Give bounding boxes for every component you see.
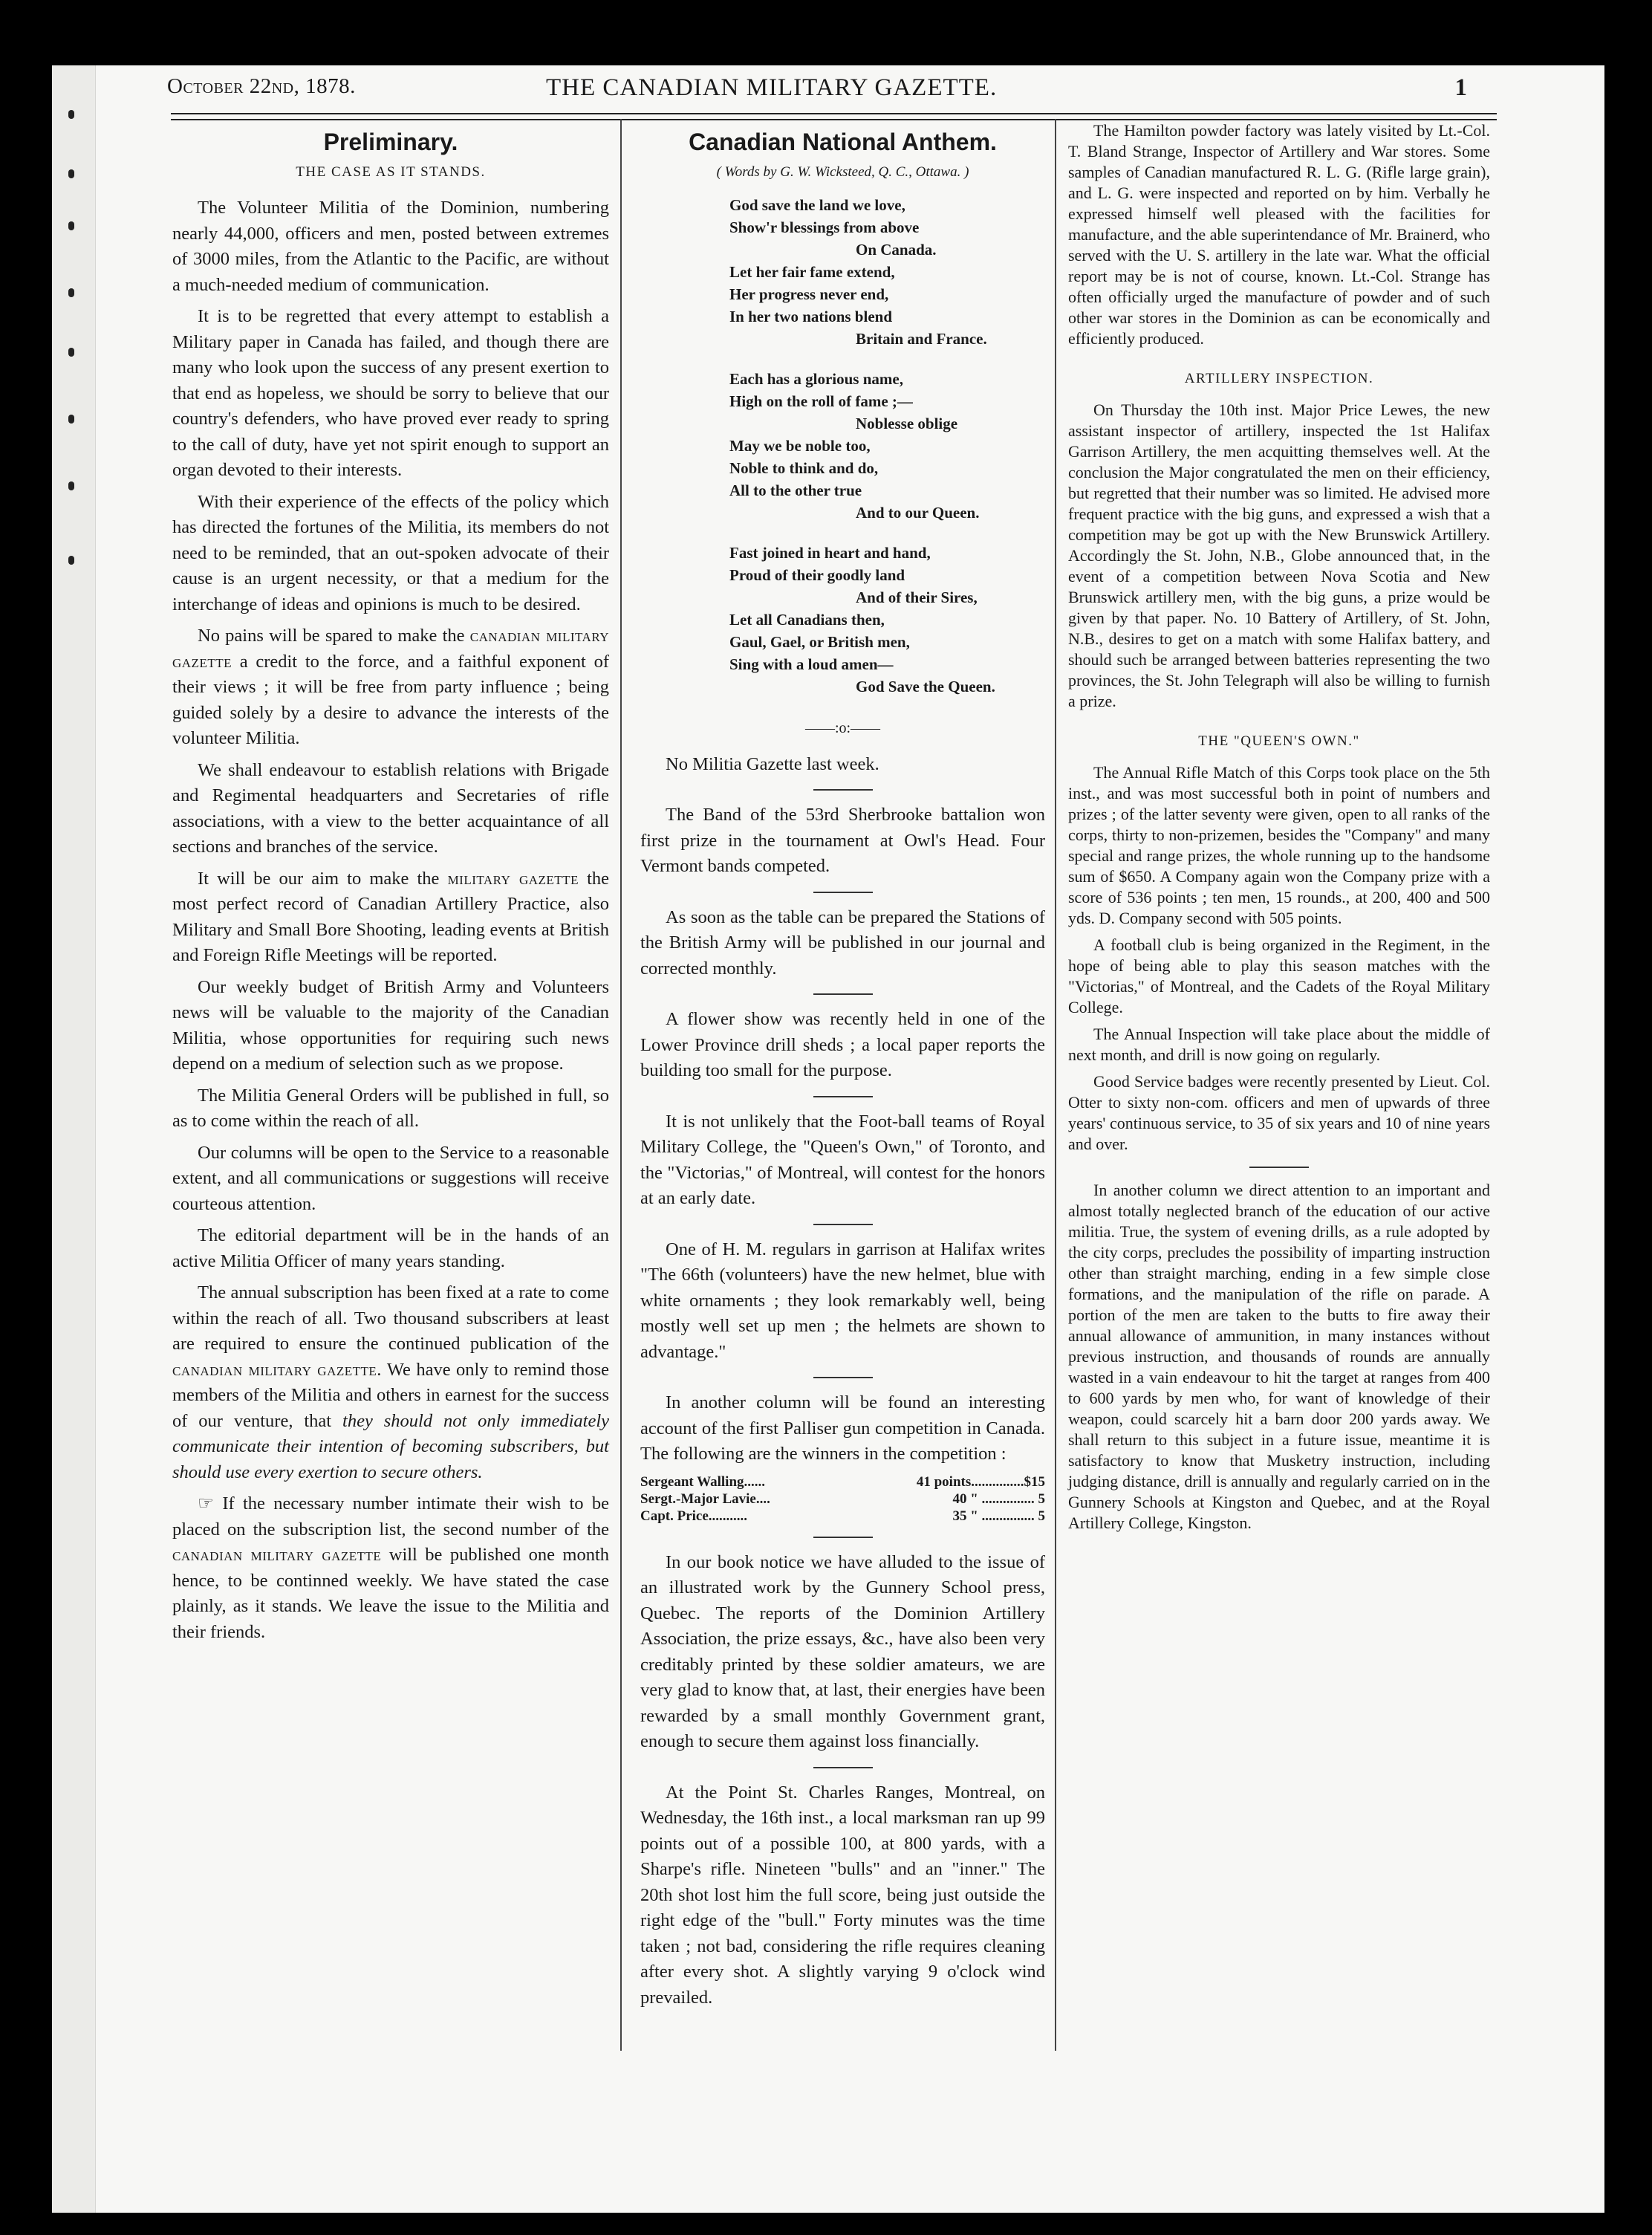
column-1 [172,120,609,1651]
paragraph: A football club is being organized in the Regiment, in the hope of being able to play this season matches with the "Victorias," of Montreal, and the Cadets of the Royal Military College. [1068,935,1490,1016]
binding-hole [68,481,74,490]
news-item: It is not unlikely that the Foot-ball teams of Royal Military College, the "Queen's Own," of Toronto, and the "Victorias," of Montreal, will contest for the honors at an early date. [640,1111,1045,1208]
paragraph: The Annual Rifle Match of this Corps took place on the 5th inst., and was most successful both in point of numbers and prizes ; of the latter seventy were given, open to all ranks of the corps, thirty to non-prizemen, besides the "Company" and many special and range prizes, the whole running up to the handsome sum of $650. A Company again won the Company prize with a score of 536 points ; ten men, 15 rounds., at 200, 400 and 500 yds. D. Company second with 505 points. [1068,763,1490,927]
issue-date: October 22nd, 1878. [167,74,356,98]
news-item: One of H. M. regulars in garrison at Halifax writes "The 66th (volunteers) have the new helmet, blue with white ornaments ; they look remarkably well, being mostly well set up men ; the helmets are shown to advantage." [640,1239,1045,1362]
paragraph: The Volunteer Militia of the Dominion, numbering nearly 44,000, officers and men, posted between extremes of 3000 miles, from the Atlantic to the Pacific, are without a much-needed medium of communication. [172,198,609,295]
paragraph: Our weekly budget of British Army and Volunteers news will be valuable to the majority of the Canadian Militia, whose opportunities for requiring such news depend on a medium of selection such as we propose. [172,976,609,1074]
divider [813,1224,873,1225]
binding-hole [68,556,74,565]
article-subheading: THE CASE AS IT STANDS. [296,163,486,180]
stanza: God save the land we love, Show'r blessings from above On Canada. Let her fair fame extend, Her progress never end, In her two nations blend Britain and France. [729,196,987,348]
news-item: At the Point St. Charles Ranges, Montreal, on Wednesday, the 16th inst., a local marksman ran up 99 points out of a possible 100, at 800 yards, with a Sharpe's rifle. Nineteen "bulls" and an "inner." The 20th shot lost him the full score, being just outside the right edge of the "bull." Forty minutes was the time taken ; not bad, considering the rifle requires cleaning after every shot. A slightly varying 9 o'clock wind prevailed. [640,1782,1045,2008]
table-row: Sergt.-Major Lavie.... 40 " ............... 5 [640,1490,1045,1507]
news-item: The Band of the 53rd Sherbrooke battalion won first prize in the tournament at Owl's Head. Four Vermont bands competed. [640,805,1045,876]
masthead-rule [171,113,1497,120]
column-3 [1068,120,1490,1540]
binding-hole [68,348,74,357]
article-heading: Preliminary. [323,129,458,155]
table-row: Sergeant Walling...... 41 points...............$15 [640,1473,1045,1490]
divider: ——:o:—— [804,720,881,736]
masthead [130,74,1474,119]
paragraph: It will be our aim to make the military gazette the most perfect record of Canadian Artillery Practice, also Military and Small Bore Shooting, leading events at British and Foreign Rifle Meetings will be reported. [172,868,610,965]
news-item: As soon as the table can be prepared the Stations of the British Army will be published in our journal and corrected monthly. [640,906,1045,979]
paragraph: On Thursday the 10th inst. Major Price Lewes, the new assistant inspector of artillery, inspected the 1st Halifax Garrison Artillery, the men acquitting themselves well. At the conclusion the Major congratulated the men on their efficiency, but regretted that their number was so limited. He advised more frequent practice with the big guns, and expressed a wish that a competition may be got up with the New Brunswick Artillery. Accordingly the St. John, N.B., Globe announced that, in the event of a competition between Nova Scotia and New Brunswick artillery men, with the big guns, a prize would be given by that paper. No. 10 Battery of Artillery, of St. John, N.B., desires to get on a match with some Halifax battery, and should such be arranged between batteries representing the two provinces, the St. John Telegraph will also be willing to furnish a prize. [1068,400,1490,710]
divider [813,993,873,995]
table-row: Capt. Price........... 35 " ............... 5 [640,1508,1045,1524]
pointing-hand-icon: ☞ [198,1493,214,1514]
news-item: In our book notice we have alluded to the issue of an illustrated work by the Gunnery School press, Quebec. The reports of the Dominion Artillery Association, the prize essays, &c., have also been very creditably printed by these soldier amateurs, we are very glad to know that, at last, their energies have been rewarded by a small monthly Government grant, enough to secure them against loss financially. [640,1551,1045,1751]
anthem-credit: ( Words by G. W. Wicksteed, Q. C., Ottawa. ) [716,163,969,180]
paragraph: The Hamilton powder factory was lately visited by Lt.-Col. T. Bland Strange, Inspector of Artillery and War stores. Some samples of Canadian manufactured R. L. G. (Rifle large grain), and L. G. were inspected and reported on by him. Verbally he expressed himself well pleased with the facilities for manufacture, and the able superintendance of Mr. Brainerd, who served with the U. S. artillery in the late war. What the official report may be is not of course, known. Lt.-Col. Strange has often officially urged the manufacture of powder and of such other war stores in the Dominion as can be economically and efficiently produced. [1068,121,1490,348]
paragraph: Good Service badges were recently presented by Lieut. Col. Otter to sixty non-com. officers and men of upwards of three years' continuous service, to 35 of six years and 10 of nine years and over. [1068,1072,1490,1153]
paragraph: We shall endeavour to establish relations with Brigade and Regimental headquarters and Secretaries of rifle associations, with a view to the better acquaintance of all sections and branches of the service. [172,759,609,857]
divider [813,1096,873,1097]
paragraph: The annual subscription has been fixed at a rate to come within the reach of all. Two thousand subscribers at least are required to ensure the continued publication of the canadian military gazette. We have only to remind those members of the Militia and others in earnest for the success of our venture, that they should not only immediately communicate their intention of becoming subscribers, but should use every exertion to secure others. [172,1282,610,1482]
paragraph: It is to be regretted that every attempt to establish a Military paper in Canada has failed, and though there are many who look upon the success of any present exertion to that end as hopeless, we should be sorry to believe that our country's defenders, who have proved ever ready to spring to the call of duty, have yet not spirit enough to support an organ devoted to their interests. [172,306,609,480]
binding-hole [68,110,74,119]
winners-table [640,1473,1045,1525]
divider [813,1377,873,1378]
paragraph: In another column we direct attention to an important and almost totally neglected branch of the education of our active militia. True, the system of evening drills, as a rule adopted by the city corps, precludes the possibility of imparting instruction other than straight marching, ending in a few simple close formations, and the manipulation of the rifle on parade. A portion of the men are taken to the butts to fire away their annual allowance of ammunition, in many instances without previous instruction, and thousands of rounds are annually wasted in a vain endeavour to hit the target at ranges from 400 to 600 yards by men who, for want of knowledge of their weapon, could scarcely hit a barn door 200 yards away. We shall return to this subject in a future issue, meantime it is satisfactory to know that Musketry instruction, including judging distance, drill is annually and regularly carried on in the Gunnery Schools at Kingston and Quebec, and at the Royal Artillery College, Kingston. [1068,1181,1490,1532]
anthem-verses [729,194,1045,698]
news-item: In another column will be found an interesting account of the first Palliser gun competition in Canada. The following are the winners in the competition : [640,1392,1045,1464]
divider [813,892,873,893]
page-number: 1 [1454,74,1467,101]
binding-hole [68,415,74,424]
paragraph: The Militia General Orders will be published in full, so as to come within the reach of all. [172,1085,609,1131]
stanza: Fast joined in heart and hand, Proud of their goodly land And of their Sires, Let all Canadians then, Gaul, Gael, or British men, Sing with a loud amen— God Save the Queen. [729,544,995,695]
column-2 [640,120,1045,2017]
divider [813,1537,873,1538]
news-item: A flower show was recently held in one of the Lower Province drill sheds ; a local paper reports the building too small for the purpose. [640,1009,1045,1080]
section-heading: ARTILLERY INSPECTION. [1184,371,1374,386]
paragraph: The editorial department will be in the hands of an active Militia Officer of many years standing. [172,1225,609,1271]
divider [813,1767,873,1768]
news-item: No Militia Gazette last week. [666,753,879,774]
paragraph: The Annual Inspection will take place about the middle of next month, and drill is now going on regularly. [1068,1025,1490,1064]
divider [813,789,873,791]
binding-edge [52,65,96,2213]
binding-hole [68,288,74,297]
column-rule [620,119,622,2051]
paragraph: With their experience of the effects of the policy which has directed the fortunes of the Militia, its members do not need to be reminded, that an out-spoken advocate of their cause is an urgent necessity, or that a medium for the interchange of ideas and opinions is much to be desired. [172,491,609,614]
paragraph: No pains will be spared to make the canadian military gazette a credit to the force, and a faithful exponent of their views ; it will be free from party influence ; being guided solely by a desire to advance the interests of the volunteer Militia. [172,626,610,748]
binding-hole [68,169,74,178]
divider [1249,1167,1309,1168]
paragraph: ☞ If the necessary number intimate their wish to be placed on the subscription list, the second number of the canadian military gazette will be published one month hence, to be continned weekly. We have stated the case plainly, as it stands. We leave the issue to the Militia and their friends. [172,1493,609,1642]
paragraph: Our columns will be open to the Service to a reasonable extent, and all communications or suggestions will receive courteous attention. [172,1142,609,1214]
column-rule [1055,119,1056,2051]
anthem-heading: Canadian National Anthem. [689,129,997,155]
stanza: Each has a glorious name, High on the roll of fame ;— Noblesse oblige May we be noble too, Noble to think and do, All to the other true And to our Queen. [729,370,980,522]
binding-hole [68,221,74,230]
section-heading: THE "QUEEN'S OWN." [1198,733,1360,749]
newspaper-title: THE CANADIAN MILITARY GAZETTE. [546,74,998,101]
